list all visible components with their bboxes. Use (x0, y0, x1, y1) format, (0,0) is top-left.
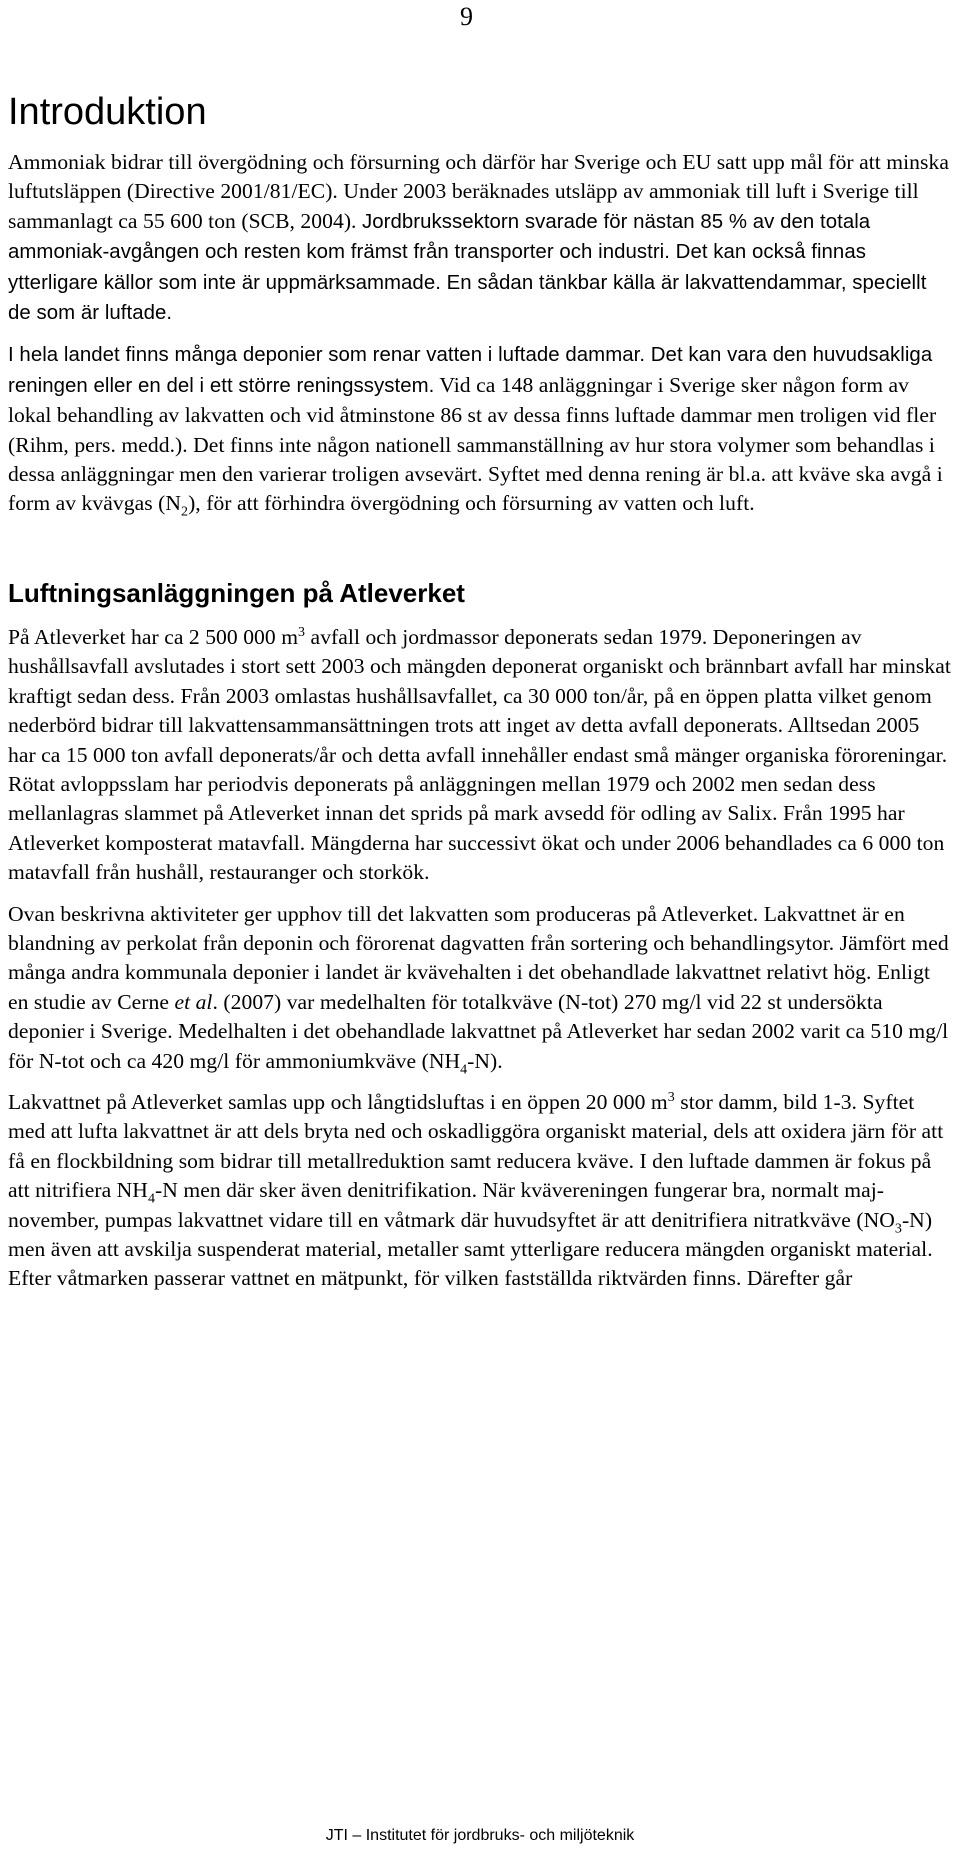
section-paragraph-1 (8, 623, 952, 888)
intro-p1-sans-text: Jordbrukssektorn svarade för nästan 85 % av den totala ammoniak-avgången och resten kom främst från transporter och industri. Det kan också finnas ytterligare källor som inte är uppmärksammade. En sådan tänkbar källa är lakvattendammar, speciellt de som är luftade. (8, 210, 927, 325)
section-p1-text-a: På Atleverket har ca 2 500 000 m (8, 624, 299, 649)
page-footer: JTI – Institutet för jordbruks- och miljöteknik (325, 1827, 635, 1844)
section-p3-text-b: stor damm, bild 1-3. Syftet med att lufta lakvattnet är att dels bryta ned och oskadliggöra organiskt material, dels att oxidera järn för att få en flockbildning som bidrar till metallreduktion samt reducera kväve. I den luftade dammen är fokus på att nitrifiera NH (8, 1089, 944, 1203)
section-p1-superscript: 3 (298, 624, 306, 640)
section-p2-text-c: -N). (467, 1048, 503, 1073)
section-p2-subscript: 4 (460, 1061, 468, 1077)
section-p2-text-a: Ovan beskrivna aktiviteter ger upphov till det lakvatten som produceras på Atleverket. Lakvattnet är en blandning av perkolat från deponin och förorenat dagvatten från sortering och behandlingsytor. Jämfört med många andra kommunala deponier i landet är kvävehalten i det obehandlade lakvattnet relativt hög. Enligt en studie av Cerne (8, 901, 949, 1014)
intro-p2-subscript: 2 (181, 504, 189, 520)
section-p3-text-a: Lakvattnet på Atleverket samlas upp och långtidsluftas i en öppen 20 000 m (8, 1089, 668, 1114)
section-paragraph-3 (8, 1088, 952, 1294)
section-p2-italic: et al (174, 989, 213, 1014)
heading-luftningsanlaggningen: Luftningsanläggningen på Atleverket (8, 577, 465, 608)
page-number: 9 (460, 2, 473, 31)
section-p3-text-d: -N) men även att avskilja suspenderat material, metaller samt ytterligare reducera mängden organiskt material. Efter våtmarken passerar vattnet en mätpunkt, för vilken fastställda riktvärden finns. Därefter går (8, 1207, 933, 1291)
section-paragraph-2 (8, 900, 952, 1076)
heading-introduktion: Introduktion (8, 91, 207, 133)
intro-p2-serif-text-b: ), för att förhindra övergödning och försurning av vatten och luft. (188, 491, 755, 516)
section-p3-subscript-2: 3 (894, 1220, 902, 1236)
intro-paragraph-2 (8, 340, 952, 518)
intro-p1-serif-text: Ammoniak bidrar till övergödning och försurning och därför har Sverige och EU satt upp mål för att minska luftutsläppen (Directive 2001/81/EC). Under 2003 beräknades utsläpp av ammoniak till luft i Sverige till sammanlagt ca 55 600 ton (SCB, 2004). (8, 150, 949, 233)
document-body (8, 90, 952, 1306)
section-p3-text-c: -N men där sker även denitrifikation. När kvävereningen fungerar bra, normalt maj-november, pumpas lakvattnet vidare till en våtmark där huvudsyftet är att denitrifiera nitratkväve (NO (8, 1178, 895, 1232)
section-p1-text-b: avfall och jordmassor deponerats sedan 1979. Deponeringen av hushållsavfall avslutades i stort sett 2003 och mängden deponerat organiskt och brännbart avfall har minskat kraftigt sedan dess. Från 2003 omlastas hushållsavfallet, ca 30 000 ton/år, på en öppen platta vilket genom nederbörd bidrar till lakvattensammansättningen trots att inget av detta avfall deponerats. Alltsedan 2005 har ca 15 000 ton avfall deponerats/år och detta avfall innehåller endast små mänger organiska föroreningar. Rötat avloppsslam har periodvis deponerats på anläggningen mellan 1979 och 2002 men sedan dess mellanlagras slammet på Atleverket innan det sprids på mark avsedd för odling av Salix. Från 1995 har Atleverket komposterat matavfall. Mängderna har successivt ökat och under 2006 behandlades ca 6 000 ton matavfall från hushåll, restauranger och storkök. (8, 624, 951, 885)
intro-paragraph-1 (8, 148, 952, 328)
section-p2-text-b: . (2007) var medelhalten för totalkväve (N-tot) 270 mg/l vid 22 st undersökta deponier i Sverige. Medelhalten i det obehandlade lakvattnet på Atleverket har sedan 2002 varit ca 510 mg/l för N-tot och ca 420 mg/l för ammoniumkväve (NH (8, 989, 949, 1073)
section-p3-superscript: 3 (667, 1089, 675, 1105)
intro-p2-sans-text: I hela landet finns många deponier som renar vatten i luftade dammar. Det kan vara den huvudsakliga reningen eller en del i ett större reningssystem. (8, 344, 933, 397)
intro-p2-serif-text-a: Vid ca 148 anläggningar i Sverige sker någon form av lokal behandling av lakvatten och vid åtminstone 86 st av dessa finns luftade dammar men troligen vid fler (Rihm, pers. medd.). Det finns inte någon nationell sammanställning av hur stora volymer som behandlas i dessa anläggningar men den varierar troligen avsevärt. Syftet med denna rening är bl.a. att kväve ska avgå i form av kvävgas (N (8, 372, 943, 516)
section-p3-subscript-1: 4 (147, 1191, 156, 1207)
